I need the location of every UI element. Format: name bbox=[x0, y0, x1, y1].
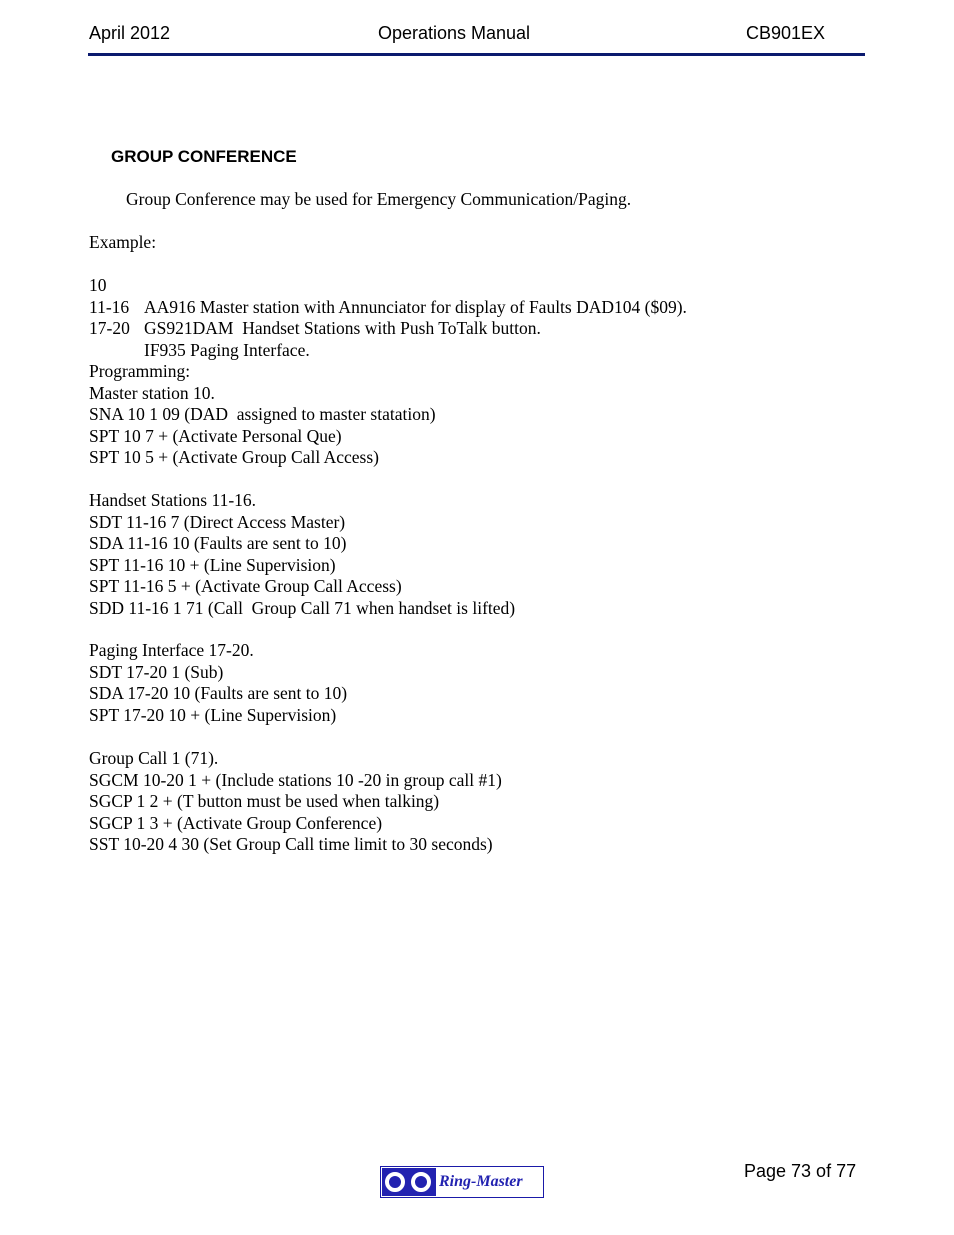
handset-line: SPT 11-16 5 + (Activate Group Call Access) bbox=[89, 576, 402, 596]
example-station-range: 17-20 bbox=[89, 318, 130, 338]
example-station-range: 11-16 bbox=[89, 296, 130, 317]
handset-line: SDD 11-16 1 71 (Call Group Call 71 when handset is lifted) bbox=[89, 597, 516, 618]
programming-master-block bbox=[89, 361, 436, 469]
group-call-line: SGCM 10-20 1 + (Include stations 10 -20 in group call #1) bbox=[89, 769, 502, 790]
programming-handset-block bbox=[89, 490, 515, 619]
header-date: April 2012 bbox=[89, 23, 171, 43]
section-title: GROUP CONFERENCE bbox=[111, 147, 297, 166]
ring-left-icon bbox=[385, 1172, 405, 1192]
ring-right-icon bbox=[411, 1172, 431, 1192]
handset-line: SDT 11-16 7 (Direct Access Master) bbox=[89, 511, 346, 532]
programming-heading: Programming: bbox=[89, 361, 191, 381]
example-station-range: 10 bbox=[89, 275, 107, 295]
page-number: Page 73 of 77 bbox=[744, 1161, 857, 1181]
header-model: CB901EX bbox=[746, 23, 826, 43]
rings-icon bbox=[382, 1168, 436, 1196]
example-row bbox=[89, 297, 310, 360]
example-description: GS921DAM Handset Stations with Push ToTalk button. bbox=[144, 318, 541, 338]
master-line: SNA 10 1 09 (DAD assigned to master statation) bbox=[89, 404, 436, 424]
handset-line: Handset Stations 11-16. bbox=[89, 490, 257, 510]
handset-line: SPT 11-16 10 + (Line Supervision) bbox=[89, 554, 336, 575]
header-rule bbox=[88, 53, 865, 56]
handset-line: SDA 11-16 10 (Faults are sent to 10) bbox=[89, 533, 347, 553]
header-title: Operations Manual bbox=[377, 23, 531, 43]
master-line: SPT 10 5 + (Activate Group Call Access) bbox=[89, 447, 379, 467]
paging-line: SDT 17-20 1 (Sub) bbox=[89, 661, 224, 682]
programming-paging-block bbox=[89, 640, 347, 726]
intro-paragraph: Group Conference may be used for Emergency Communication/Paging. bbox=[126, 189, 632, 209]
group-call-line: SGCP 1 2 + (T button must be used when talking) bbox=[89, 791, 440, 811]
group-call-line: SST 10-20 4 30 (Set Group Call time limit to 30 seconds) bbox=[89, 834, 493, 854]
master-line: SPT 10 7 + (Activate Personal Que) bbox=[89, 425, 342, 446]
paging-line: Paging Interface 17-20. bbox=[89, 640, 254, 660]
ring-master-logo bbox=[380, 1166, 544, 1198]
group-call-line: SGCP 1 3 + (Activate Group Conference) bbox=[89, 812, 383, 833]
paging-line: SDA 17-20 10 (Faults are sent to 10) bbox=[89, 683, 348, 703]
example-block bbox=[89, 232, 687, 360]
paging-line: SPT 17-20 10 + (Line Supervision) bbox=[89, 704, 337, 725]
example-description: IF935 Paging Interface. bbox=[144, 339, 310, 360]
example-description: AA916 Master station with Annunciator for display of Faults DAD104 ($09). bbox=[144, 296, 687, 317]
master-line: Master station 10. bbox=[89, 382, 215, 403]
logo-wordmark: Ring-Master bbox=[439, 1173, 523, 1190]
group-call-line: Group Call 1 (71). bbox=[89, 748, 219, 768]
programming-group-call-block bbox=[89, 748, 502, 856]
example-heading: Example: bbox=[89, 232, 157, 252]
